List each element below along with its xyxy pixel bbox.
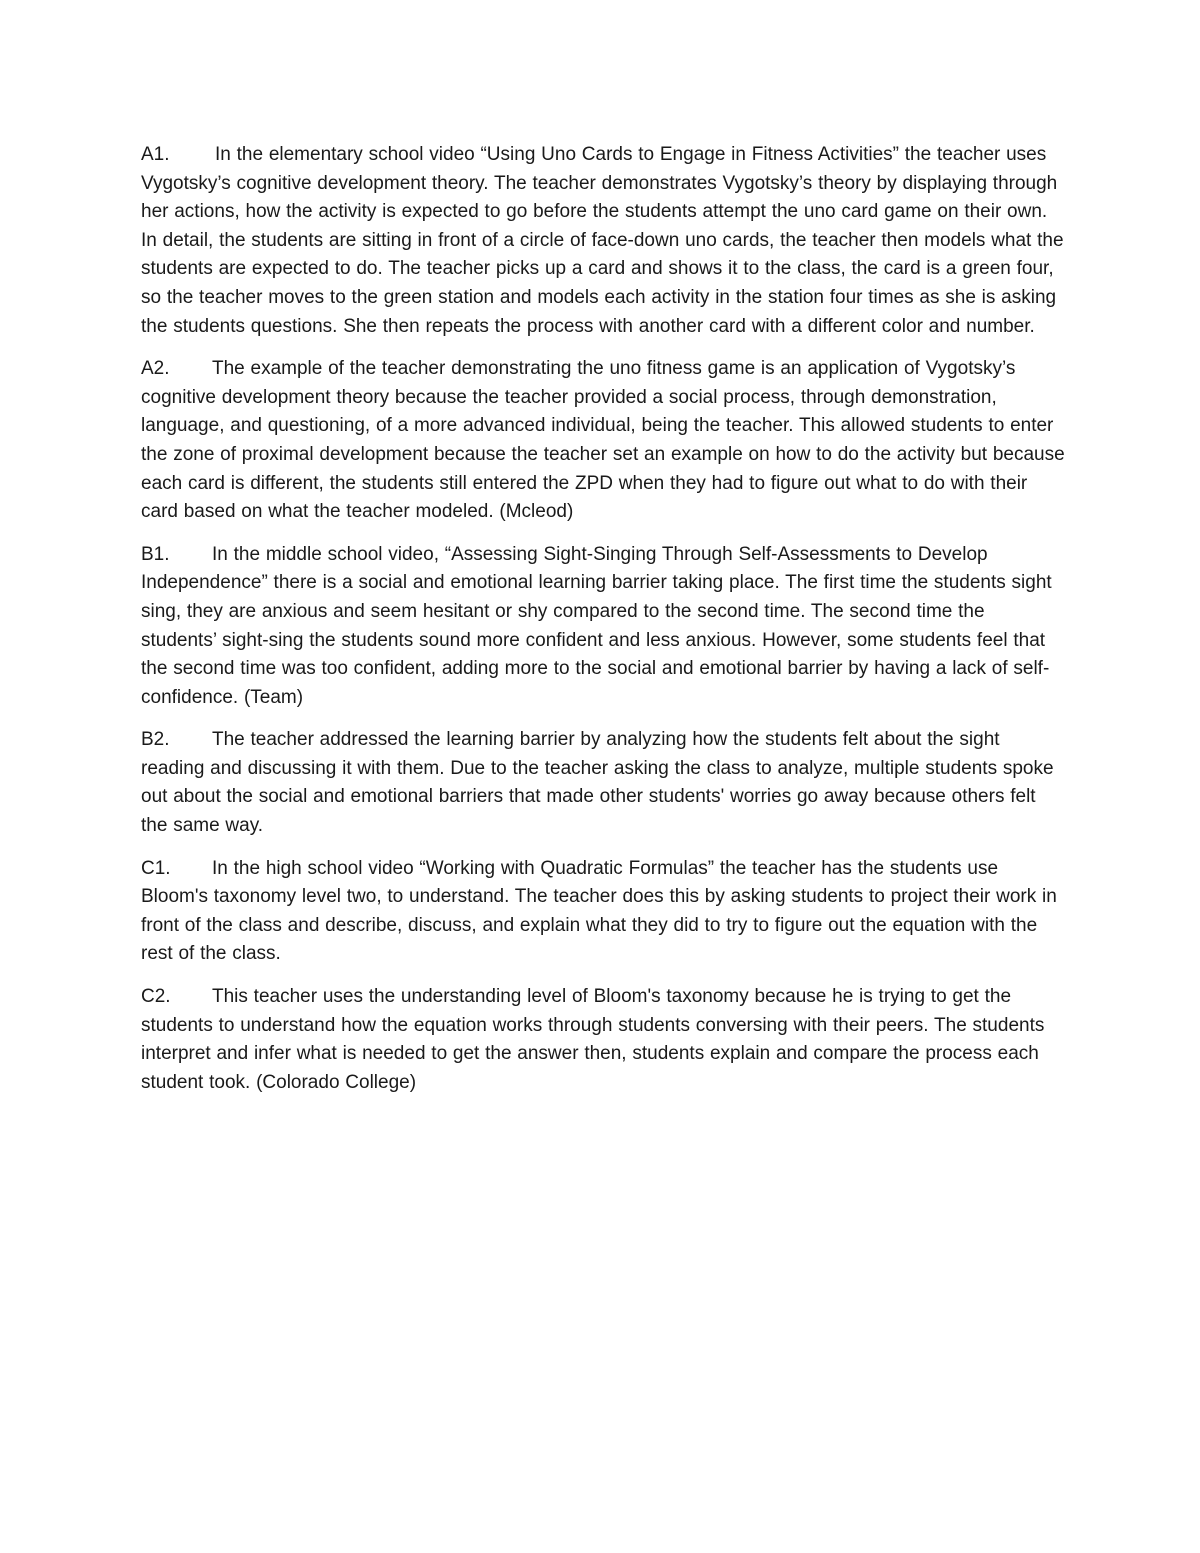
paragraph-c1: [141, 855, 1065, 969]
paragraph-a1: [141, 141, 1065, 341]
paragraph-a2: [141, 355, 1065, 527]
paragraph-label: C2.: [141, 986, 171, 1008]
paragraph-b2: [141, 726, 1065, 840]
paragraph-label: A1.: [141, 144, 170, 165]
paragraph-b1: [141, 541, 1065, 713]
paragraph-label: A2.: [141, 358, 170, 380]
document-body: [141, 141, 1065, 1111]
paragraph-label: B1.: [141, 543, 170, 565]
paragraph-text: The teacher addressed the learning barrier by analyzing how the students felt about the sight reading and discussing it with them. Due to the teacher asking the class to analyze, multiple students spoke out about the social and emotional barriers that made other students' worries go away because others felt the same way.: [141, 729, 1054, 837]
paragraph-c2: [141, 983, 1065, 1097]
paragraph-label: B2.: [141, 729, 170, 751]
paragraph-label: C1.: [141, 857, 171, 879]
paragraph-text: The example of the teacher demonstrating the uno fitness game is an application of Vygotsky’s cognitive development theory because the teacher provided a social process, through demonstration, language, and questioning, of a more advanced individual, being the teacher. This allowed students to enter the zone of proximal development because the teacher set an example on how to do the activity but because each card is different, the students still entered the ZPD when they had to figure out what to do with their card based on what the teacher modeled. (Mcleod): [141, 358, 1065, 523]
paragraph-text: In the high school video “Working with Quadratic Formulas” the teacher has the students use Bloom's taxonomy level two, to understand. The teacher does this by asking students to project their work in front of the class and describe, discuss, and explain what they did to try to figure out the equation with the rest of the class.: [141, 857, 1057, 965]
paragraph-text: This teacher uses the understanding level of Bloom's taxonomy because he is trying to get the students to understand how the equation works through students conversing with their peers. The students interpret and infer what is needed to get the answer then, students explain and compare the process each student took. (Colorado College): [141, 986, 1045, 1093]
paragraph-text: In the elementary school video “Using Uno Cards to Engage in Fitness Activities” the teacher uses Vygotsky’s cognitive development theory. The teacher demonstrates Vygotsky’s theory by displaying through her actions, how the activity is expected to go before the students attempt the uno card game on their own. In detail, the students are sitting in front of a circle of face-down uno cards, the teacher then models what the students are expected to do. The teacher picks up a card and shows it to the class, the card is a green four, so the teacher moves to the green station and models each activity in the station four times as she is asking the students questions. She then repeats the process with another card with a different color and number.: [141, 144, 1064, 337]
paragraph-text: In the middle school video, “Assessing Sight-Singing Through Self-Assessments to Develop Independence” there is a social and emotional learning barrier taking place. The first time the students sight sing, they are anxious and seem hesitant or shy compared to the second time. The second time the students’ sight-sing the students sound more confident and less anxious. However, some students feel that the second time was too confident, adding more to the social and emotional barrier by having a lack of self-confidence. (Team): [141, 543, 1052, 708]
